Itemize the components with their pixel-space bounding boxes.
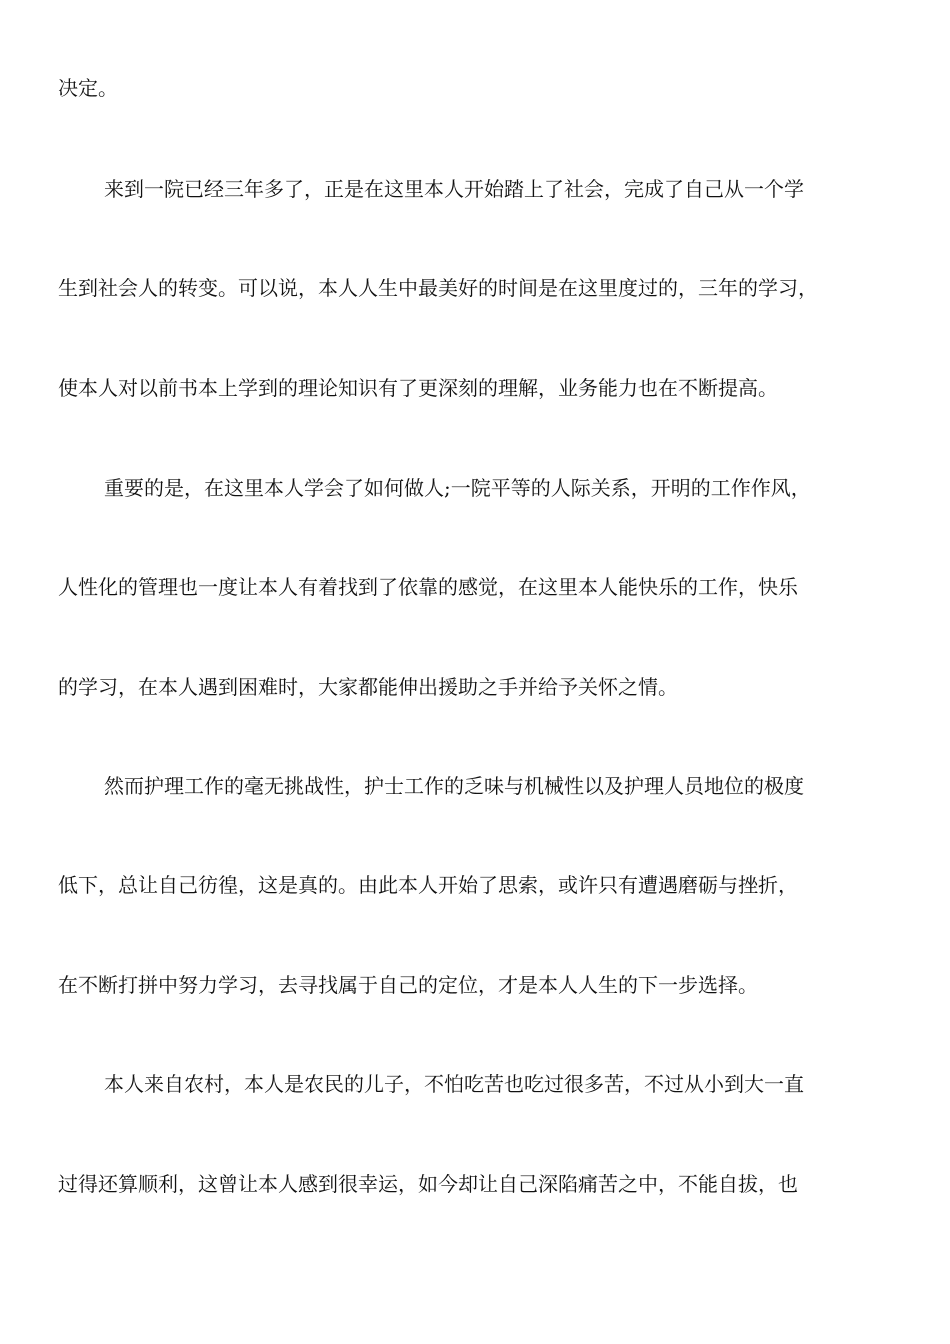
paragraph-first-line: 来到一院已经三年多了，正是在这里本人开始踏上了社会，完成了自己从一个学 [104, 177, 804, 201]
text-line: 生到社会人的转变。可以说，本人人生中最美好的时间是在这里度过的，三年的学习， [58, 276, 818, 300]
paragraph-first-line: 本人来自农村，本人是农民的儿子，不怕吃苦也吃过很多苦，不过从小到大一直 [104, 1072, 804, 1096]
text-line: 的学习，在本人遇到困难时，大家都能伸出援助之手并给予关怀之情。 [58, 675, 678, 699]
text-line: 人性化的管理也一度让本人有着找到了依靠的感觉，在这里本人能快乐的工作，快乐 [58, 575, 798, 599]
text-line: 低下，总让自己彷徨，这是真的。由此本人开始了思索，或许只有遭遇磨砺与挫折， [58, 873, 798, 897]
paragraph-first-line: 然而护理工作的毫无挑战性，护士工作的乏味与机械性以及护理人员地位的极度 [104, 774, 804, 798]
text-line: 使本人对以前书本上学到的理论知识有了更深刻的理解，业务能力也在不断提高。 [58, 376, 778, 400]
text-line: 过得还算顺利，这曾让本人感到很幸运，如今却让自己深陷痛苦之中，不能自拔，也 [58, 1172, 798, 1196]
paragraph-first-line: 重要的是，在这里本人学会了如何做人;一院平等的人际关系，开明的工作作风， [104, 476, 811, 500]
text-line: 在不断打拼中努力学习，去寻找属于自己的定位，才是本人人生的下一步选择。 [58, 973, 758, 997]
text-line: 决定。 [58, 76, 118, 100]
